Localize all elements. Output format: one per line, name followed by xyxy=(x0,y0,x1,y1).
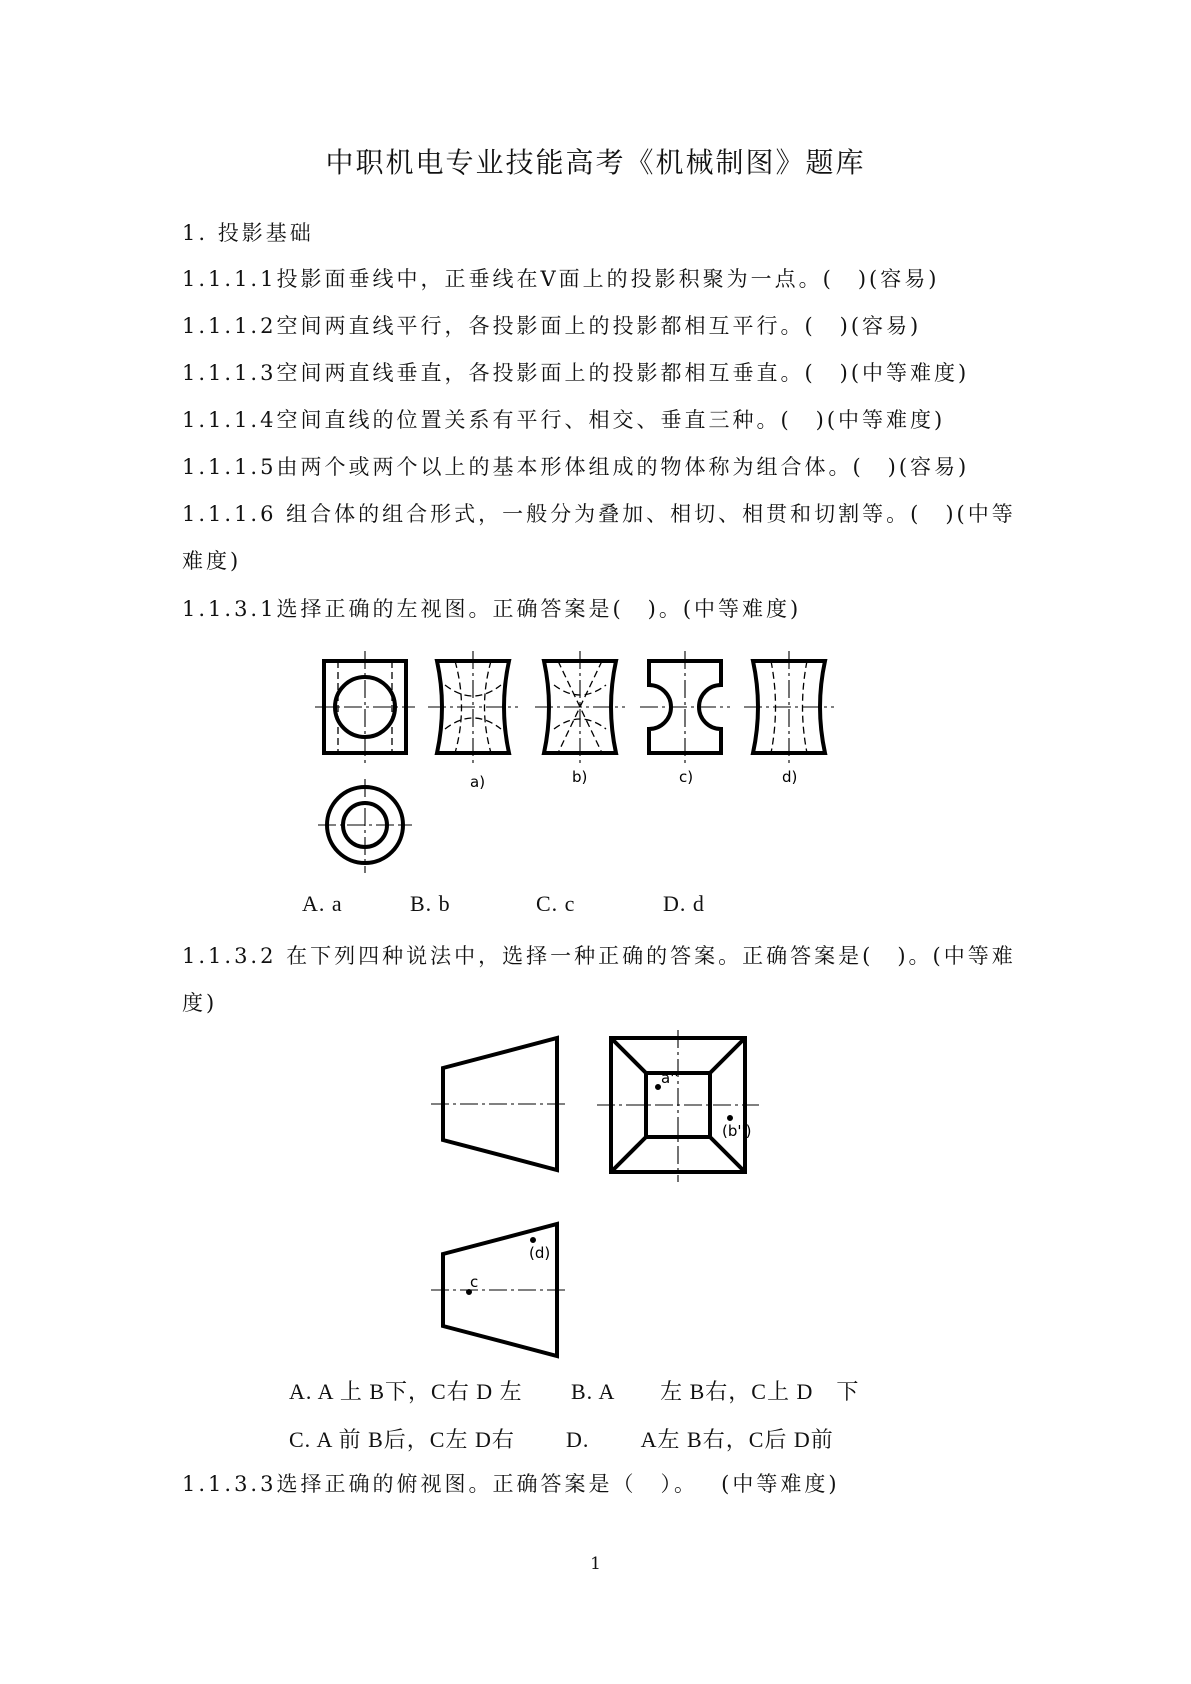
option-A-2: A. A 上 B下，C右 D 左 xyxy=(289,1379,523,1404)
top-view-circles xyxy=(318,779,412,873)
label-a: a) xyxy=(470,773,486,791)
front-view-trapezoid xyxy=(431,1038,567,1170)
point-d-marker xyxy=(531,1238,536,1243)
option-C: C. c xyxy=(536,891,576,916)
figure-left-view-options xyxy=(310,645,870,885)
option-C-2: C. A 前 B后，C左 D右 xyxy=(289,1427,515,1452)
point-a-label: a'' xyxy=(661,1069,679,1087)
option-B-2: B. A 左 B右，C上 D 下 xyxy=(571,1379,860,1404)
label-c: c) xyxy=(679,768,694,786)
question-1-1-1-6-cont: 难度) xyxy=(182,549,242,573)
point-d-label: (d) xyxy=(529,1244,551,1262)
point-c-label: c xyxy=(470,1273,479,1291)
point-b-marker xyxy=(728,1116,733,1121)
question-1-1-1-1: 1.1.1.1投影面垂线中，正垂线在V面上的投影积聚为一点。( )(容易) xyxy=(182,267,940,291)
point-b-label: (b'') xyxy=(722,1122,752,1140)
side-view-square xyxy=(597,1030,759,1182)
question-1-1-3-3: 1.1.3.3选择正确的俯视图。正确答案是（ ）。 (中等难度) xyxy=(182,1472,840,1496)
option-b-view xyxy=(535,651,625,763)
question-1-1-1-4: 1.1.1.4空间直线的位置关系有平行、相交、垂直三种。( )(中等难度) xyxy=(182,408,946,432)
question-1-1-1-2: 1.1.1.2空间两直线平行，各投影面上的投影都相互平行。( )(容易) xyxy=(182,314,922,338)
figure-frustum-views xyxy=(425,1030,785,1360)
option-D: D. d xyxy=(663,891,705,916)
page-title: 中职机电专业技能高考《机械制图》题库 xyxy=(325,146,866,179)
question-1-1-1-3: 1.1.1.3空间两直线垂直，各投影面上的投影都相互垂直。( )(中等难度) xyxy=(182,361,970,385)
option-B: B. b xyxy=(410,891,451,916)
option-c-view xyxy=(640,651,730,763)
option-a-view xyxy=(428,651,518,763)
option-d-view xyxy=(744,651,834,763)
page-number: 1 xyxy=(590,1554,601,1574)
option-D-2: D. A左 B右，C后 D前 xyxy=(566,1427,834,1452)
point-a-marker xyxy=(656,1085,661,1090)
label-b: b) xyxy=(572,768,588,786)
front-view-square xyxy=(315,651,415,763)
label-d: d) xyxy=(782,768,798,786)
question-1-1-1-5: 1.1.1.5由两个或两个以上的基本形体组成的物体称为组合体。( )(容易) xyxy=(182,455,970,479)
question-1-1-1-6: 1.1.1.6 组合体的组合形式，一般分为叠加、相切、相贯和切割等。( )(中等 xyxy=(182,502,1016,526)
question-1-1-3-2: 1.1.3.2 在下列四种说法中，选择一种正确的答案。正确答案是( )。(中等难 xyxy=(182,944,1016,968)
question-1-1-3-2-cont: 度) xyxy=(182,991,218,1015)
question-1-1-3-1: 1.1.3.1选择正确的左视图。正确答案是( )。(中等难度) xyxy=(182,597,802,621)
option-A: A. a xyxy=(302,891,343,916)
section-heading: 1. 投影基础 xyxy=(182,221,314,245)
